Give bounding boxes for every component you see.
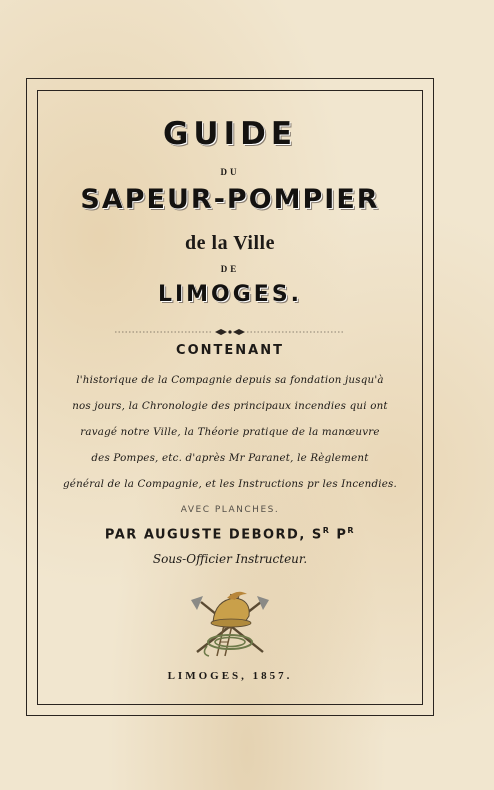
author-line bbox=[37, 526, 423, 542]
title-guide: GUIDE bbox=[162, 116, 298, 152]
description-line: l'historique de la Compagnie depuis sa fondation jusqu'à bbox=[76, 374, 384, 386]
description-line: ravagé notre Ville, la Théorie pratique de la manœuvre bbox=[80, 426, 380, 438]
title-de-la-ville: de la Ville bbox=[185, 232, 275, 254]
author-role: Sous-Officier Instructeur. bbox=[152, 552, 308, 566]
title-sapeur-pompier: SAPEUR-POMPIER bbox=[80, 184, 380, 215]
description-line: général de la Compagnie, et les Instructions pr les Incendies. bbox=[63, 478, 397, 490]
author-rank: P bbox=[330, 527, 348, 543]
author-name: PAR AUGUSTE DEBORD, S bbox=[104, 527, 323, 543]
title-limoges: LIMOGES. bbox=[157, 282, 303, 307]
imprint: LIMOGES, 1857. bbox=[167, 670, 293, 682]
title-de: DE bbox=[220, 264, 240, 274]
title-du: DU bbox=[220, 167, 240, 177]
author-rank-sup: R bbox=[322, 526, 331, 535]
description-line: nos jours, la Chronologie des principaux incendies qui ont bbox=[72, 400, 388, 412]
plates-note: AVEC PLANCHES. bbox=[180, 505, 280, 515]
title-page bbox=[37, 90, 423, 705]
description-line: des Pompes, etc. d'après Mr Paranet, le Règlement bbox=[91, 452, 369, 464]
ornamental-divider-icon bbox=[115, 328, 345, 336]
author-rank-sup: R bbox=[347, 526, 356, 535]
subtitle-heading: CONTENANT bbox=[176, 343, 284, 358]
fire-brigade-trophy-emblem-icon bbox=[187, 586, 273, 660]
